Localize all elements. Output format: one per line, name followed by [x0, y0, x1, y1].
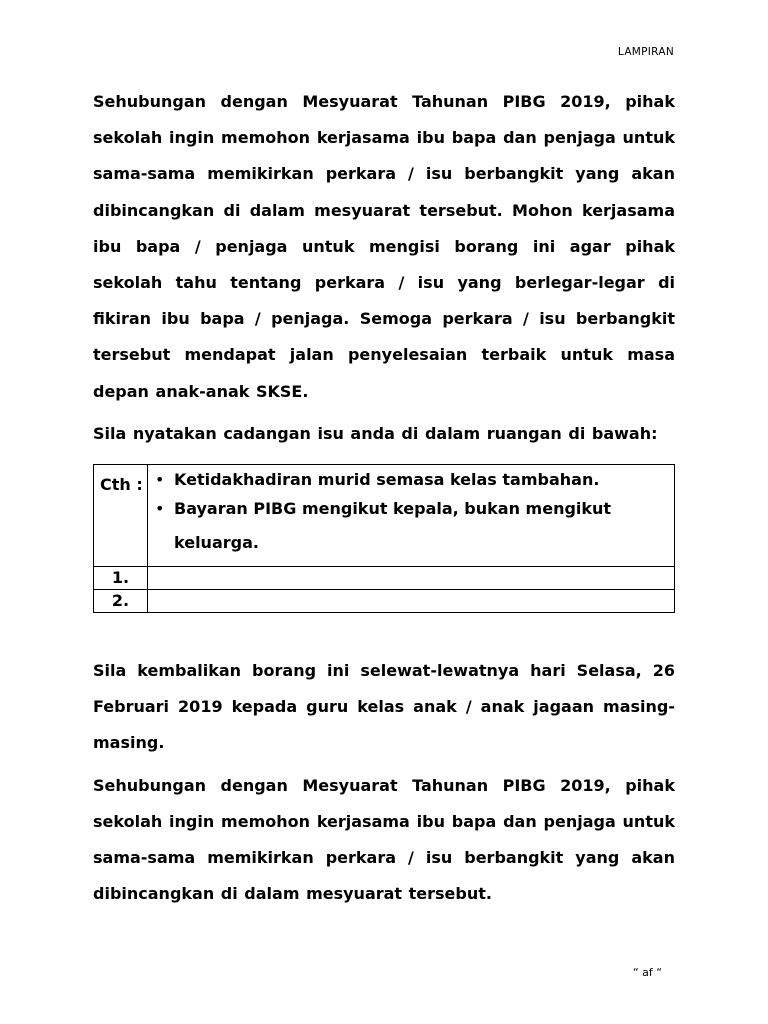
list-item	[152, 492, 670, 560]
bullet-icon: •	[155, 499, 165, 519]
page-label: LAMPIRAN	[617, 46, 674, 58]
document-body	[93, 84, 675, 912]
instruction-paragraph: Sila nyatakan cadangan isu anda di dalam ruangan di bawah:	[93, 423, 658, 443]
row-number: 1.	[94, 567, 148, 590]
example-item-text: Ketidakhadiran murid semasa kelas tambahan.	[174, 470, 600, 490]
example-items-cell	[148, 465, 675, 567]
bullet-icon: •	[155, 470, 165, 490]
list-item	[152, 467, 670, 492]
intro-repeat-paragraph: Sehubungan dengan Mesyuarat Tahunan PIBG 2019, pihak sekolah ingin memohon kerjasama ibu bapa dan penjaga untuk sama-sama memikirkan perkara / isu berbangkit yang akan dibincangkan di dalam mesyuarat tersebut.	[93, 775, 675, 904]
row-entry-field[interactable]	[148, 590, 675, 613]
example-row	[94, 465, 675, 567]
example-list	[152, 467, 670, 560]
return-notice-paragraph: Sila kembalikan borang ini selewat-lewatnya hari Selasa, 26 Februari 2019 kepada guru kelas anak / anak jagaan masing-masing.	[93, 661, 675, 753]
section-spacer	[93, 613, 675, 653]
example-table-wrapper	[93, 464, 675, 613]
row-entry-field[interactable]	[148, 567, 675, 590]
footer-mark: “ af “	[632, 966, 662, 979]
row-number: 2.	[94, 590, 148, 613]
example-label: Cth :	[94, 465, 148, 567]
example-table	[93, 464, 675, 613]
example-item-text: Bayaran PIBG mengikut kepala, bukan mengikut keluarga.	[174, 499, 612, 553]
intro-paragraph: Sehubungan dengan Mesyuarat Tahunan PIBG 2019, pihak sekolah ingin memohon kerjasama ibu bapa dan penjaga untuk sama-sama memikirkan perkara / isu berbangkit yang akan dibincangkan di dalam mesyuarat tersebut. Mohon kerjasama ibu bapa / penjaga untuk mengisi borang ini agar pihak sekolah tahu tentang perkara / isu yang berlegar-legar di fikiran ibu bapa / penjaga. Semoga perkara / isu berbangkit tersebut mendapat jalan penyelesaian terbaik untuk masa depan anak-anak SKSE.	[93, 92, 675, 401]
table-row	[94, 590, 675, 613]
table-row	[94, 567, 675, 590]
